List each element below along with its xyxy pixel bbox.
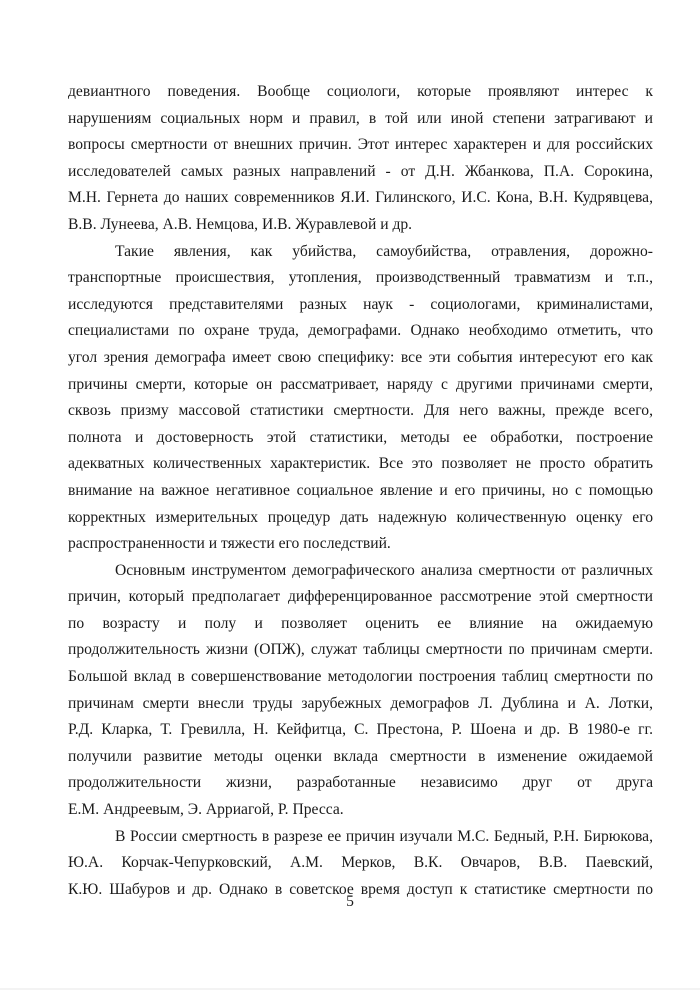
text-line: причинам смерти внесли труды зарубежных демографов Л. Дублина и А. Лотки,: [68, 694, 653, 712]
paragraph: [68, 824, 653, 904]
document-page: [68, 79, 653, 903]
text-line: Такие явления, как убийства, самоубийства, отравления, дорожно-: [115, 242, 653, 260]
text-line: распространенности и тяжести его последствий.: [68, 535, 391, 553]
text-line: В.В. Лунеева, А.В. Немцова, И.В. Журавлевой и др.: [68, 215, 413, 233]
text-line: Е.М. Андреевым, Э. Арриагой, Р. Пресса.: [68, 801, 344, 819]
text-line: получили развитие методы оценки вклада смертности в изменение ожидаемой: [68, 747, 653, 765]
text-line: М.Н. Гернета до наших современников Я.И. Гилинского, И.С. Кона, В.Н. Кудрявцева,: [68, 189, 653, 207]
text-line: К.Ю. Шабуров и др. Однако в советское время доступ к статистике смертности по: [68, 880, 653, 898]
text-line: В России смертность в разрезе ее причин изучали М.С. Бедный, Р.Н. Бирюкова,: [115, 827, 653, 845]
paragraph: [68, 239, 653, 558]
text-line: сквозь призму массовой статистики смертности. Для него важны, прежде всего,: [68, 402, 653, 420]
text-line: причины смерти, которые он рассматривает, наряду с другими причинами смерти,: [68, 375, 653, 393]
text-line: причин, который предполагает дифференцированное рассмотрение этой смертности: [68, 588, 653, 606]
text-line: нарушениям социальных норм и правил, в той или иной степени затрагивают и: [68, 109, 653, 127]
paragraph: [68, 79, 653, 239]
text-line: транспортные происшествия, утопления, производственный травматизм и т.п.,: [68, 269, 653, 287]
text-line: продолжительность жизни (ОПЖ), служат таблицы смертности по причинам смерти.: [68, 641, 653, 659]
text-line: продолжительности жизни, разработанные независимо друг от друга: [68, 774, 653, 792]
text-line: Ю.А. Корчак-Чепурковский, А.М. Мерков, В.К. Овчаров, В.В. Паевский,: [68, 854, 653, 872]
text-line: внимание на важное негативное социальное явление и его причины, но с помощью: [68, 481, 653, 499]
text-line: Р.Д. Кларка, Т. Гревилла, Н. Кейфитца, С. Престона, Р. Шоена и др. В 1980-е гг.: [68, 721, 653, 739]
text-line: полнота и достоверность этой статистики, методы ее обработки, построение: [68, 428, 653, 446]
text-line: исследователей самых разных направлений - от Д.Н. Жбанкова, П.А. Сорокина,: [68, 162, 653, 180]
text-line: исследуются представителями разных наук - социологами, криминалистами,: [68, 295, 653, 313]
text-line: корректных измерительных процедур дать надежную количественную оценку его: [68, 508, 653, 526]
text-line: специалистами по охране труда, демографами. Однако необходимо отметить, что: [68, 322, 653, 340]
text-line: угол зрения демографа имеет свою специфику: все эти события интересуют его как: [68, 348, 653, 366]
text-line: адекватных количественных характеристик. Все это позволяет не просто обратить: [68, 455, 653, 473]
paragraph: [68, 558, 653, 824]
text-line: по возрасту и полу и позволяет оценить ее влияние на ожидаемую: [68, 614, 653, 632]
text-line: вопросы смертности от внешних причин. Этот интерес характерен и для российских: [68, 136, 653, 154]
page-number: 5: [346, 893, 354, 910]
text-line: Большой вклад в совершенствование методологии построения таблиц смертности по: [68, 668, 653, 686]
text-line: Основным инструментом демографического анализа смертности от различных: [115, 561, 653, 579]
text-line: девиантного поведения. Вообще социологи, которые проявляют интерес к: [68, 83, 653, 100]
